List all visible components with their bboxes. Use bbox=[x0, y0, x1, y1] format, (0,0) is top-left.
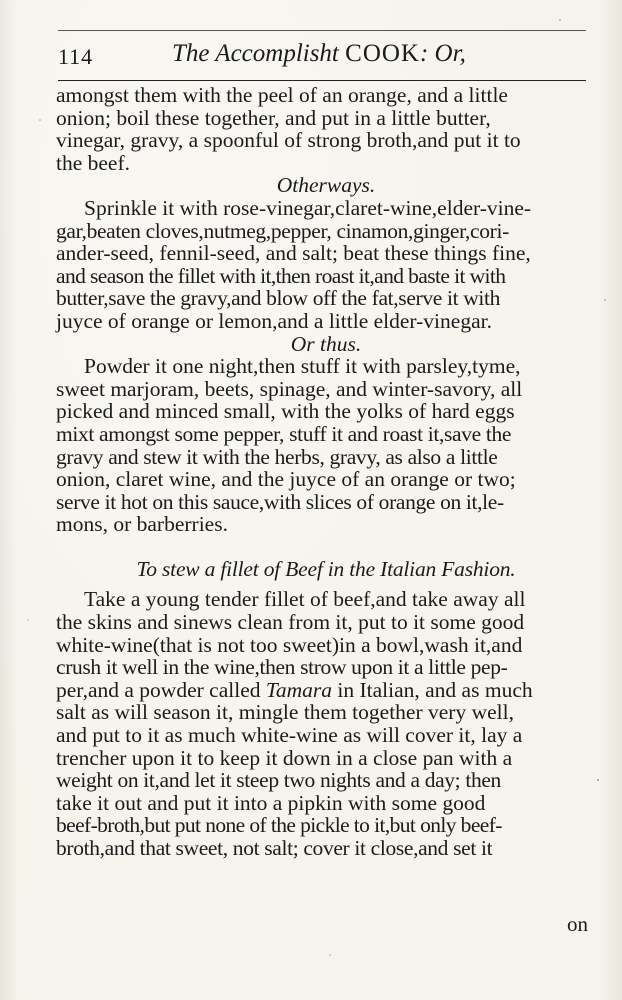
text-line: weight on it,and let it steep two nights and a day; then bbox=[56, 768, 501, 793]
paper-speck bbox=[559, 19, 561, 21]
text-line: mixt amongst some pepper, stuff it and roast it,save the bbox=[56, 421, 512, 446]
text-line: take it out and put it into a pipkin with some good bbox=[56, 790, 486, 815]
section-title: To stew a fillet of Beef in the Italian Fashion. bbox=[136, 556, 516, 581]
text-line: and put to it as much white-wine as will cover it, lay a bbox=[56, 723, 523, 748]
text-line: amongst them with the peel of an orange, and a little bbox=[56, 83, 508, 107]
header-rule bbox=[58, 80, 586, 81]
subheading-or-thus: Or thus. bbox=[290, 331, 362, 356]
text-line: gravy and stew it with the herbs, gravy, as also a little bbox=[56, 444, 498, 469]
running-head-tail: : Or, bbox=[419, 40, 466, 67]
text-line: salt as will season it, mingle them together very well, bbox=[56, 700, 514, 725]
text-line: trencher upon it to keep it down in a close pan with a bbox=[56, 745, 513, 770]
text-line: Powder it one night,then stuff it with parsley,tyme, bbox=[84, 354, 521, 379]
text-line: gar,beaten cloves,nutmeg,pepper, cinamon,ginger,cori- bbox=[56, 218, 509, 243]
paper-speck bbox=[604, 299, 606, 301]
paper-speck bbox=[597, 779, 599, 781]
paper-speck bbox=[329, 954, 331, 956]
text-line: broth,and that sweet, not salt; cover it close,and set it bbox=[56, 836, 493, 860]
paper-speck bbox=[27, 619, 28, 620]
text-line: Take a young tender fillet of beef,and take away all bbox=[84, 587, 526, 612]
text-line: the beef. bbox=[56, 150, 131, 175]
text-line: beef-broth,but put none of the pickle to it,but only beef- bbox=[56, 813, 502, 838]
text-line: juyce of orange or lemon,and a little elder-vinegar. bbox=[56, 308, 492, 333]
text-line: picked and minced small, with the yolks of hard eggs bbox=[56, 399, 515, 424]
running-head-caps: COOK bbox=[345, 40, 420, 67]
page-header bbox=[58, 38, 588, 78]
text-line: the skins and sinews clean from it, put to it some good bbox=[56, 610, 525, 635]
running-head-italic: The Accomplisht bbox=[172, 40, 339, 67]
subheading-otherways: Otherways. bbox=[276, 173, 376, 198]
text-line: white-wine(that is not too sweet)in a bowl,wash it,and bbox=[56, 632, 523, 657]
text-line: Sprinkle it with rose-vinegar,claret-wine,elder-vine- bbox=[84, 195, 532, 220]
text-line: onion; boil these together, and put in a little butter, bbox=[56, 105, 491, 130]
page-number: 114 bbox=[58, 44, 94, 69]
body-text bbox=[56, 84, 596, 860]
text-line: butter,save the gravy,and blow off the fat,serve it with bbox=[56, 286, 501, 311]
text-line: mons, or barberries. bbox=[56, 512, 228, 537]
top-rule bbox=[58, 30, 586, 31]
text-line: and season the fillet with it,then roast it,and baste it with bbox=[56, 263, 506, 288]
text-line: onion, claret wine, and the juyce of an orange or two; bbox=[56, 467, 516, 492]
text-line: per,and a powder called Tamara in Italian, and as much bbox=[56, 677, 533, 702]
text-line: ander-seed, fennil-seed, and salt; beat these things fine, bbox=[56, 241, 531, 266]
catchword: on bbox=[567, 912, 588, 936]
running-head bbox=[172, 40, 466, 68]
text-line: vinegar, gravy, a spoonful of strong broth,and put it to bbox=[56, 128, 521, 153]
text-line: sweet marjoram, beets, spinage, and winter-savory, all bbox=[56, 376, 523, 401]
text-line: serve it hot on this sauce,with slices of orange on it,le- bbox=[56, 489, 504, 514]
text-line: crush it well in the wine,then strow upon it a little pep- bbox=[56, 655, 508, 680]
paper-speck bbox=[39, 119, 41, 121]
italic-term: Tamara bbox=[265, 677, 332, 702]
